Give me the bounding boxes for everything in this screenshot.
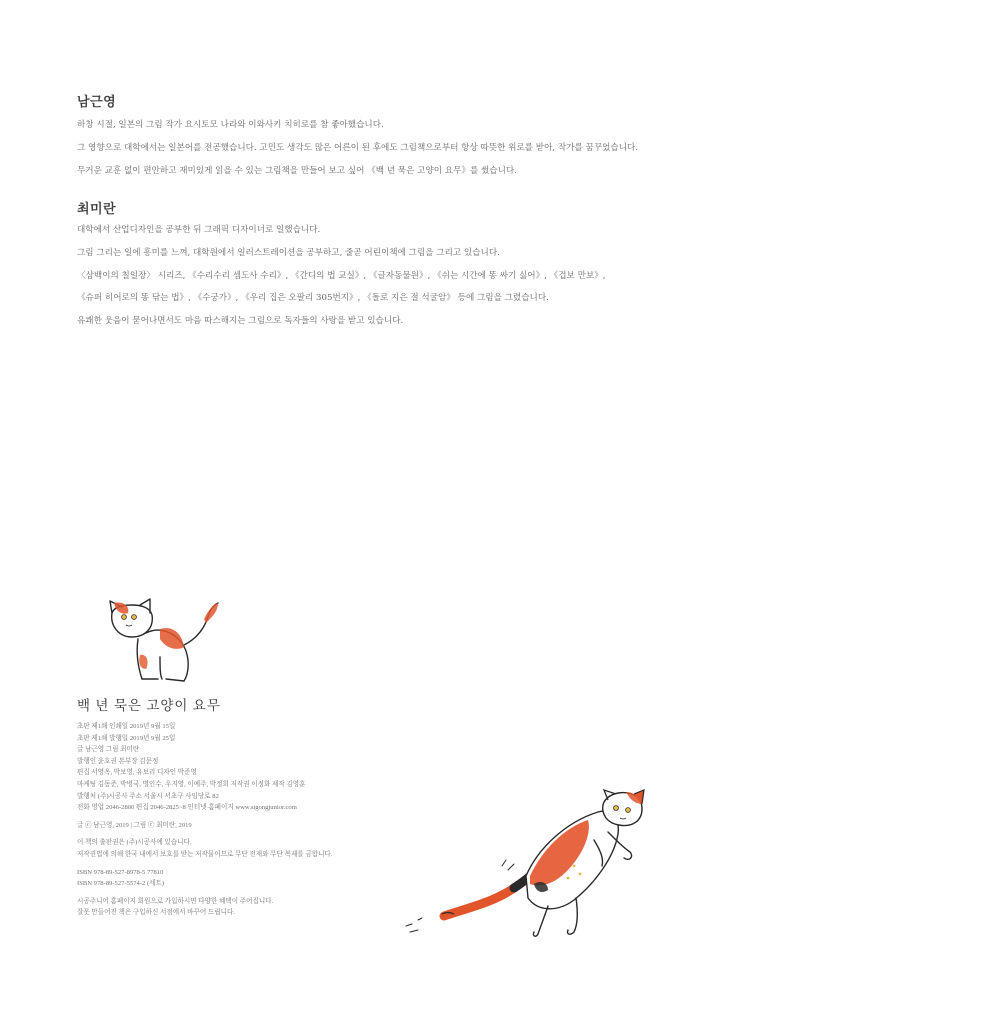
- colophon-line: 전화 영업 2046-2800 편집 2046-2825~8 인터넷 홈페이지 www.sigongjunior.com: [77, 804, 297, 812]
- notice-line: 시공주니어 홈페이지 회원으로 가입하시면 다양한 혜택이 주어집니다.: [77, 897, 274, 905]
- colophon-line: 편집 서영옥, 박보영, 유보리 디자인 박준영: [77, 769, 197, 777]
- author-name: 남근영: [77, 95, 117, 110]
- illustrator-bio-line: 〈삼백이의 칠일장〉 시리즈, 《수리수리 셈도사 수리》, 《간디의 법 교실》, 《글자동물원》, 《쉬는 시간에 똥 싸기 싫어》, 《겁보 만보》,: [77, 270, 606, 281]
- illustrator-bio-line: 유쾌한 웃음이 묻어나면서도 마음 따스해지는 그림으로 독자들의 사랑을 받고 있습니다.: [77, 316, 404, 327]
- colophon-line: 마케팅 김동준, 박병국, 명인수, 우지영, 이예주, 박정희 저작권 이정화 제작 김영훈: [77, 780, 306, 788]
- colophon-line: 발행처 (주)시공사 주소 서울시 서초구 사임당로 82: [77, 792, 219, 800]
- illustrator-name: 최미란: [77, 202, 117, 217]
- colophon-line: 초판 제1쇄 인쇄일 2019년 9월 15일: [77, 723, 176, 730]
- copyright-line: 글 ⓒ 남근영, 2019 | 그림 ⓒ 최미란, 2019: [77, 821, 192, 829]
- book-title: 백 년 묵은 고양이 요무: [77, 698, 221, 713]
- author-bio-line: 그 영향으로 대학에서는 일본어를 전공했습니다. 고민도 생각도 많은 어른이 된 후에도 그림책으로부터 항상 따뜻한 위로를 받아, 작가를 꿈꾸었습니다.: [77, 142, 639, 153]
- author-bio-line: 하창 시절, 일본의 그림 작가 요시토모 나라와 이와사키 치히로를 참 좋아했습니다.: [77, 120, 384, 130]
- isbn-line: ISBN 978-89-527-5574-2 (세트): [77, 880, 165, 888]
- isbn-line: ISBN 978-89-527-8978-5 77810: [77, 868, 164, 876]
- illustrator-bio-line: 《슈퍼 히어로의 똥 닦는 법》, 《수궁가》, 《우리 집은 오팔리 305번지》, 《돌로 지은 절 석굴암》 등에 그림을 그렸습니다.: [77, 293, 549, 304]
- notice-line: 잘못 만들어진 책은 구입하신 서점에서 바꾸어 드립니다.: [77, 909, 236, 917]
- author-bio: [77, 91, 638, 182]
- illustrator-bio-line: 그림 그리는 일에 흥미를 느껴, 대학원에서 일러스트레이션을 공부하고, 줄곧 어린이책에 그림을 그리고 있습니다.: [77, 247, 500, 258]
- illustrator-bio: [77, 198, 606, 333]
- colophon-line: 초판 제1쇄 발행일 2019년 9월 25일: [77, 734, 176, 742]
- sitting-cat-illustration: [100, 595, 230, 687]
- colophon-line: 발행인 윤호권 본부장 김문정: [77, 757, 159, 765]
- author-bio-line: 무거운 교훈 없이 편안하고 재미있게 읽을 수 있는 그림책을 만들어 보고 싶어 《백 년 묵은 고양이 요무》를 썼습니다.: [77, 165, 517, 176]
- rights-line: 이 책의 출판권은 (주)시공사에 있습니다.: [77, 839, 192, 847]
- walking-cat-illustration: [398, 788, 660, 948]
- illustrator-bio-line: 대학에서 산업디자인을 공부한 뒤 그래픽 디자이너로 일했습니다.: [77, 225, 321, 235]
- colophon-line: 글 남근영 그림 최미란: [77, 746, 140, 754]
- rights-line: 저작권법에 의해 한국 내에서 보호를 받는 저작물이므로 무단 전재와 무단 복제를 금합니다.: [77, 850, 333, 858]
